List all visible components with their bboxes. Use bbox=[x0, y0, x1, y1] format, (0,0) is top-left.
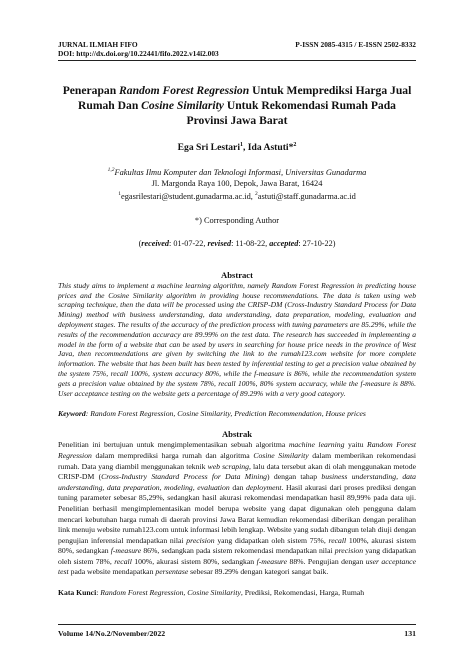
abs-id-italic: precision bbox=[186, 535, 215, 545]
abs-id-italic: Cross-Industry Standard Process for Data Mining bbox=[101, 472, 268, 482]
abstract-id-heading: Abstrak bbox=[221, 429, 253, 440]
received-label: received bbox=[141, 238, 170, 248]
submission-dates bbox=[58, 239, 416, 248]
abs-id-italic: f-measure bbox=[256, 556, 288, 566]
abs-id-italic: Cosine Similarity bbox=[253, 450, 309, 460]
revised-label: revised bbox=[207, 238, 232, 248]
title-part: Untuk Memprediksi Harga Jual Rumah Dan bbox=[78, 84, 412, 112]
abstract-en-text: This study aims to implement a machine learning algorithm, namely Random Forest Regression in predicting house prices and the Cosine Similarity algorithm in providing house recommendations. The data is taken using web scraping technique, then the data will be processed using the CRISP-DM (Cross-Industry Standard Process for Data Mining) method with business understanding, data understanding, data preparation, modeling, evaluation and deployment stages. The results of the accuracy of the prediction process with tuning parameters are 85.29%, while the results of the recommendation accuracy are 89.99% on the test data. The research has succeeded in implementing a model in the form of a website that can be used by users in searching for house price needs in the province of West Java, then recommendations are given by switching the link to the rumah123.com website for more complete information. The website that has been built has been tested by inferential testing to get a precision value obtained by the system 75%, recall 100%, system accuracy 80%, while the f-measure is 86%, while the recommendation system gets a precision value obtained by the system 78%, recall 100%, 80% system accuracy, while the f-measure is 88%. User acceptance testing on the website gets a percentage of 89.29% with a very good category. bbox=[58, 280, 416, 398]
keywords-id-label: Kata Kunci bbox=[58, 588, 97, 598]
abs-id-seg: 86%, sedangkan pada sistem rekomendasi mendapatkan nilai bbox=[141, 546, 335, 556]
accepted-date: : 27-10-22) bbox=[298, 238, 336, 248]
abs-id-seg: yang didapatkan oleh sistem 75%, bbox=[214, 535, 329, 545]
title-part: Penerapan bbox=[62, 84, 120, 97]
abs-id-italic: persentase bbox=[155, 567, 189, 577]
abs-id-italic: f-measure bbox=[110, 546, 142, 556]
accepted-label: accepted bbox=[269, 238, 299, 248]
title-italic: Cosine Similarity bbox=[141, 99, 224, 112]
keywords-id bbox=[58, 588, 416, 597]
abstract-en-heading: Abstract bbox=[221, 269, 253, 280]
abs-id-seg: 88%. Pengujian dengan bbox=[287, 556, 366, 566]
abs-id-italic: deployment bbox=[246, 482, 282, 492]
paper-title bbox=[58, 83, 416, 128]
email-1-sup: 1 bbox=[118, 190, 121, 197]
abs-id-italic: web scraping bbox=[207, 461, 249, 471]
author-1: Ega Sri Lestari bbox=[177, 142, 240, 154]
abs-id-seg: Penelitian ini bertujuan untuk mengimplementasikan sebuah algoritma bbox=[58, 440, 289, 450]
abs-id-seg: yaitu bbox=[344, 440, 368, 450]
footer-rule bbox=[58, 624, 416, 625]
author-2-sup: 2 bbox=[293, 142, 297, 148]
abs-id-italic: recall bbox=[114, 556, 132, 566]
abs-id-seg: dalam memberikan rekomendasi rumah. Data yang diambil menggunakan teknik bbox=[58, 450, 416, 471]
title-italic: Random Forest Regression bbox=[119, 84, 250, 97]
title-part: Untuk Rekomendasi Rumah Pada Provinsi Jawa Barat bbox=[186, 99, 396, 127]
abs-id-seg: 100%, akurasi sistem 80%, sedangkan bbox=[58, 535, 416, 556]
author-1-sup: 1 bbox=[239, 142, 243, 148]
author-sep: , bbox=[242, 142, 248, 154]
abs-id-italic: machine learning bbox=[288, 440, 345, 450]
abs-id-seg: sebesar 89.29% dengan kategori sangat baik. bbox=[188, 567, 329, 577]
keywords-en bbox=[58, 409, 416, 418]
keywords-id-rest: , Prediksi, Rekomendasi, Harga, Rumah bbox=[240, 588, 365, 598]
journal-header bbox=[58, 40, 416, 49]
issn: P-ISSN 2085-4315 / E-ISSN 2502-8332 bbox=[295, 40, 416, 49]
abstract-id-text bbox=[58, 440, 416, 578]
received-date: : 01-07-22, bbox=[169, 238, 208, 248]
revised-date: : 11-08-22, bbox=[231, 238, 270, 248]
keywords-en-label: Keyword bbox=[58, 409, 86, 419]
keywords-en-value: : Random Forest Regression, Cosine Similarity, Prediction Recommendation, House prices bbox=[85, 409, 366, 419]
dates-open: ( bbox=[138, 238, 142, 248]
authors bbox=[58, 142, 416, 153]
doi-link[interactable]: DOI: http://dx.doi.org/10.22441/fifo.2022.v14i2.003 bbox=[58, 49, 219, 58]
abs-id-seg: dan bbox=[229, 482, 247, 492]
abs-id-seg: . Hasil akurasi dari proses prediksi dengan tuning parameter sebesar 85,29%, sedangkan hasil akurasi rekomendasi mendapatkan hasil 89,99% pada data uji. Penelitian berhasil mengimplementasikan model berupa website yang dapat digunakan oleh pengguna dalam mencari kebutuhan harga rumah di daerah provinsi Jawa Barat kemudian rekomendasi diberikan dengan peralihan link menuju website rumah123.com untuk informasi lebih lengkap. Website yang sudah dibangun telah diuji dengan pengujian inferensial mendapatkan nilai bbox=[58, 482, 416, 545]
abs-id-italic: Random Forest Regression bbox=[58, 440, 416, 460]
abs-id-italic: business understanding, data understanding, data preparation, modeling, evaluation bbox=[58, 472, 417, 492]
email-2[interactable]: astuti@staff.gunadarma.ac.id bbox=[257, 191, 356, 201]
affiliation-emails bbox=[58, 189, 416, 202]
affiliation-address: Jl. Margonda Raya 100, Depok, Jawa Barat, 16424 bbox=[151, 178, 323, 188]
abs-id-italic: precision bbox=[334, 546, 364, 556]
abs-id-italic: user acceptance test bbox=[58, 556, 416, 577]
abs-id-seg: yang didapatkan oleh sistem 78%, bbox=[58, 546, 417, 566]
volume-info: Volume 14/No.2/November/2022 bbox=[58, 629, 166, 638]
abs-id-italic: recall bbox=[328, 535, 347, 545]
abs-id-seg: pada website mendapatkan bbox=[68, 567, 156, 577]
abs-id-seg: dalam memprediksi harga rumah dan algoritma bbox=[91, 450, 254, 460]
header-rule bbox=[58, 60, 416, 61]
email-2-sup: 2 bbox=[254, 190, 258, 197]
email-1[interactable]: egasrilestari@student.gunadarma.ac.id, bbox=[120, 191, 255, 201]
author-2: Ida Astuti* bbox=[247, 142, 294, 154]
journal-name: JURNAL ILMIAH FIFO bbox=[58, 40, 138, 49]
corresponding-author: *) Corresponding Author bbox=[194, 215, 280, 225]
faculty-text: Fakultas Ilmu Komputer dan Teknologi Informasi, Universitas Gunadarma bbox=[114, 167, 367, 177]
abs-id-seg: 100%, akurasi sistem 80%, sedangkan bbox=[131, 556, 257, 566]
page-number: 131 bbox=[404, 629, 416, 638]
affiliation bbox=[58, 165, 416, 202]
page-footer bbox=[58, 624, 416, 638]
keywords-id-italic: Random Forest Regression, Cosine Similarity bbox=[100, 588, 241, 598]
abs-id-seg: , lalu data tersebut akan di olah menggunakan metode CRISP-DM ( bbox=[58, 461, 416, 482]
affiliation-faculty bbox=[58, 165, 416, 178]
keywords-id-sep: : bbox=[96, 588, 101, 598]
affiliation-sup: 1,2 bbox=[107, 167, 115, 174]
abs-id-seg: ) dengan tahap bbox=[267, 472, 322, 482]
